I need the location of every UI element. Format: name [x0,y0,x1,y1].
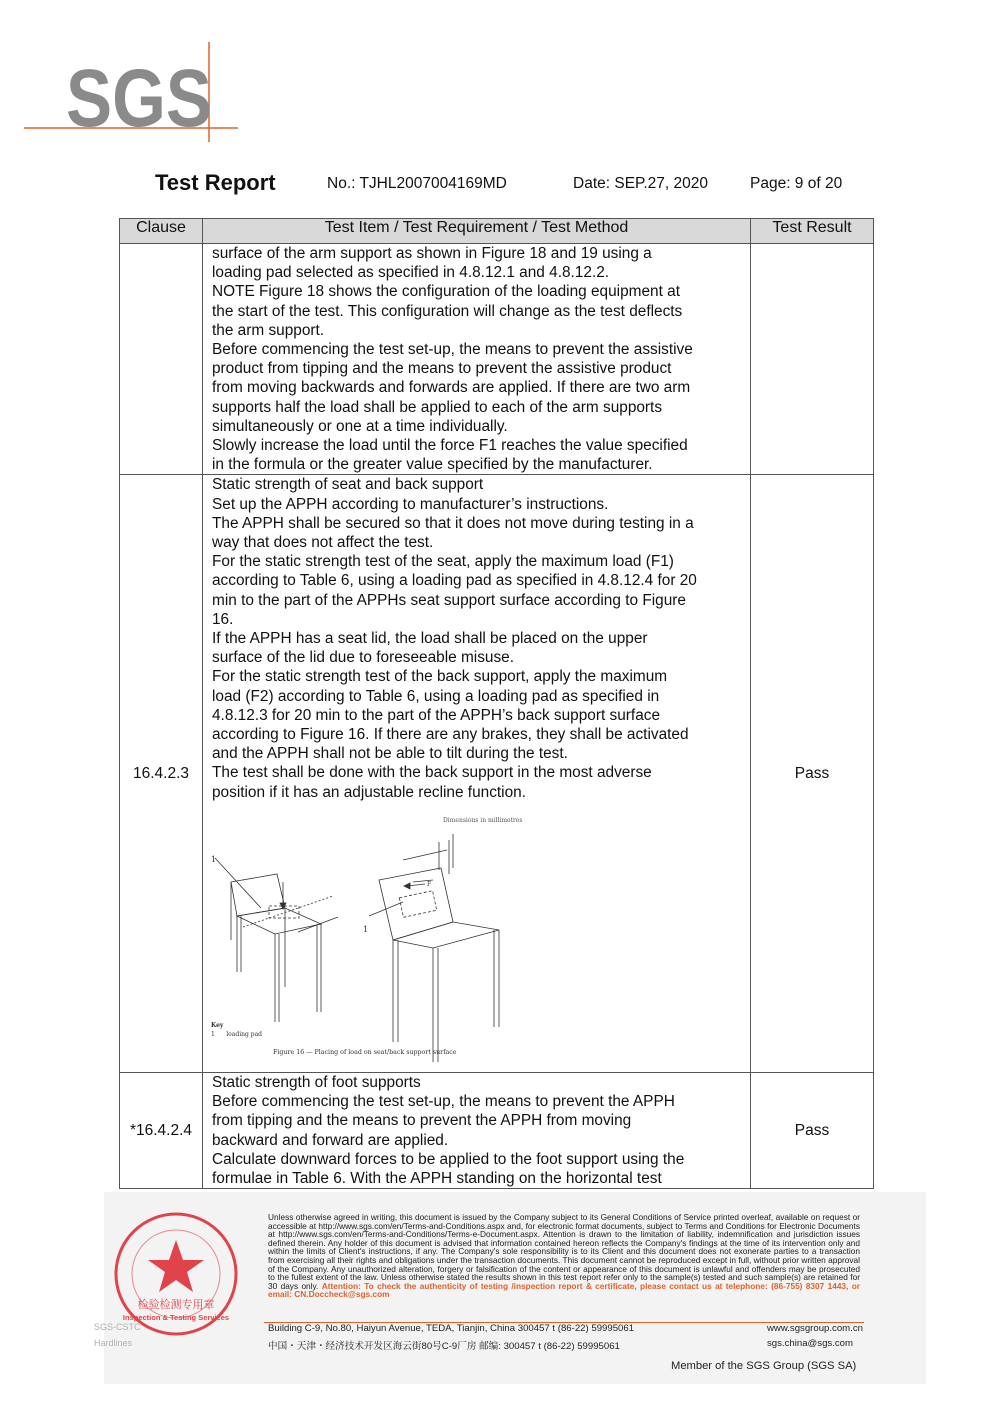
report-number: No.: TJHL2007004169MD [327,175,507,192]
text-line: 4.8.12.3 for 20 min to the part of the APPH’s back support surface [212,706,661,724]
text-line: and the APPH shall not be able to tilt during the test. [212,745,568,763]
key-title: Key [211,1021,224,1029]
attention-text: Attention: To check the authenticity of testing /inspection report & certificate, please contact us at telephone: (86-755) 8307 1443, or email: CN.Doccheck@sgs.com [268,1280,860,1300]
figure-16 [203,812,750,1072]
text-line: loading pad selected as specified in 4.8.12.1 and 4.8.12.2. [212,264,610,282]
test-table [119,218,874,1189]
table-row [120,475,874,1072]
text-line: from moving backwards and forwards are applied. If there are two arm [212,379,691,397]
text-line: The test shall be done with the back support in the most adverse [212,764,652,782]
member-text: Member of the SGS Group (SGS SA) [671,1360,857,1372]
clause-cell [120,244,203,475]
address-cn: 中国・天津・经济技术开发区海云街80号C-9厂房 邮编: 300457 t (86-22) 59995061 [268,1341,620,1352]
text-line: min to the part of the APPHs seat support surface according to Figure [212,591,686,609]
result-cell [751,244,874,475]
text-line: 16. [212,610,234,628]
text-line: Static strength of seat and back support [212,476,484,494]
text-line: Slowly increase the load until the force F1 reaches the value specified [212,437,688,455]
test-item-cell [203,475,751,1072]
report-header [0,172,992,196]
text-line: the start of the test. This configuration will change as the test deflects [212,302,683,320]
address-en: Building C-9, No.80, Haiyun Avenue, TEDA, Tianjin, China 300457 t (86-22) 59995061 [268,1323,635,1334]
result-cell: Pass [751,475,874,1072]
stamp-side-1: SGS-CSTC [94,1322,141,1332]
table-header-row [120,219,874,244]
text-line: For the static strength test of the seat, apply the maximum load (F1) [212,553,674,571]
table-row [120,244,874,475]
header-test-item: Test Item / Test Requirement / Test Method [203,219,751,244]
text-line: backward and forward are applied. [212,1131,449,1149]
result-cell: Pass [751,1072,874,1188]
email-link[interactable]: sgs.china@sgs.com [767,1338,853,1349]
text-line: load (F2) according to Table 6, using a loading pad as specified in [212,687,660,705]
text-line: Set up the APPH according to manufacturer’s instructions. [212,495,609,513]
text-line: according to Table 6, using a loading pad as specified in 4.8.12.4 for 20 [212,572,697,590]
chair-diagram [203,812,733,1072]
text-line: formulae in Table 6. With the APPH standing on the horizontal test [212,1169,662,1187]
test-item-cell [203,244,751,475]
text-line: surface of the arm support as shown in Figure 18 and 19 using a [212,245,652,262]
inspection-stamp [94,1210,256,1350]
marker-1-right: 1 [363,924,369,934]
sgs-logo [24,42,240,142]
key-item: 1 loading pad [211,1030,262,1038]
text-line: position if it has an adjustable recline function. [212,783,526,801]
clause-cell: 16.4.2.3 [120,475,203,1072]
dimensions-note: Dimensions in millimetres [443,816,523,824]
text-line: The APPH shall be secured so that it does not move during testing in a [212,514,694,532]
right-chair [369,834,499,1062]
disclaimer-text: Unless otherwise agreed in writing, this document is issued by the Company subject to its General Conditions of Service printed overleaf, available on request or accessible at http://www.sgs.com/en/Terms-and-Conditions.aspx and, for electronic format documents, subject to Terms and Conditions for Electronic Documents at http://www.sgs.com/en/Terms-and-Conditions/Terms-e-Document.aspx. Attention is drawn to the limitation of liability, indemnification and jurisdiction issues defined therein. Any holder of this document is advised that information contained hereon reflects the Company's findings at the time of its intervention only and within the limits of Client's instructions, if any. The Company's sole responsibility is to its Client and this document does not exonerate parties to a transaction from exercising all their rights and obligations under the transaction documents. This document cannot be reproduced except in full, without prior written approval of the Company. Any unauthorized alteration, forgery or falsification of the content or appearance of this document is unlawful and offenders may be prosecuted to the fullest extent of the law. Unless otherwise stated the results shown in this test report refer only to the sample(s) tested and such sample(s) are retained for 30 days only. [268,1212,860,1291]
header-test-result: Test Result [751,219,874,244]
stamp-side-2: Hardlines [94,1338,133,1348]
text-line: Before commencing the test set-up, the means to prevent the assistive [212,341,693,359]
logo-text: SGS [66,53,212,144]
text-line: in the formula or the greater value specified by the manufacturer. [212,456,653,474]
text-line: simultaneously or one at a time individually. [212,417,508,435]
text-line: according to Figure 16. If there are any brakes, they shall be activated [212,726,689,744]
report-date: Date: SEP.27, 2020 [573,175,709,192]
page-number: Page: 9 of 20 [750,175,843,192]
website-link[interactable]: www.sgsgroup.com.cn [767,1323,863,1334]
text-line: NOTE Figure 18 shows the configuration of the loading equipment at [212,283,680,301]
stamp-sub: Inspection & Testing Services [122,1313,230,1322]
star-icon [148,1240,204,1292]
text-line: the arm support. [212,321,325,339]
footer-disclaimer [268,1213,860,1299]
table-row [120,1072,874,1188]
left-chair [215,858,338,1022]
text-line: way that does not affect the test. [212,534,434,552]
header-clause: Clause [120,219,203,244]
text-line: Static strength of foot supports [212,1073,421,1091]
test-item-cell [203,1072,751,1188]
text-line: If the APPH has a seat lid, the load shall be placed on the upper [212,630,648,648]
clause-cell: *16.4.2.4 [120,1072,203,1188]
text-line: For the static strength test of the back support, apply the maximum [212,668,668,686]
stamp-text: 检验检测专用章 [137,1298,215,1311]
force-label: F [427,880,432,888]
report-title: Test Report [155,170,276,195]
text-line: Before commencing the test set-up, the means to prevent the APPH [212,1093,675,1111]
text-line: surface of the lid due to foreseeable misuse. [212,649,515,667]
text-line: Calculate downward forces to be applied to the foot support using the [212,1150,685,1168]
marker-1-left: 1 [211,854,217,864]
text-line: supports half the load shall be applied to each of the arm supports [212,398,663,416]
text-line: from tipping and the means to prevent the APPH from moving [212,1112,632,1130]
figure-caption: Figure 16 — Placing of load on seat/back support surface [273,1048,457,1056]
text-line: product from tipping and the means to prevent the assistive product [212,360,672,378]
